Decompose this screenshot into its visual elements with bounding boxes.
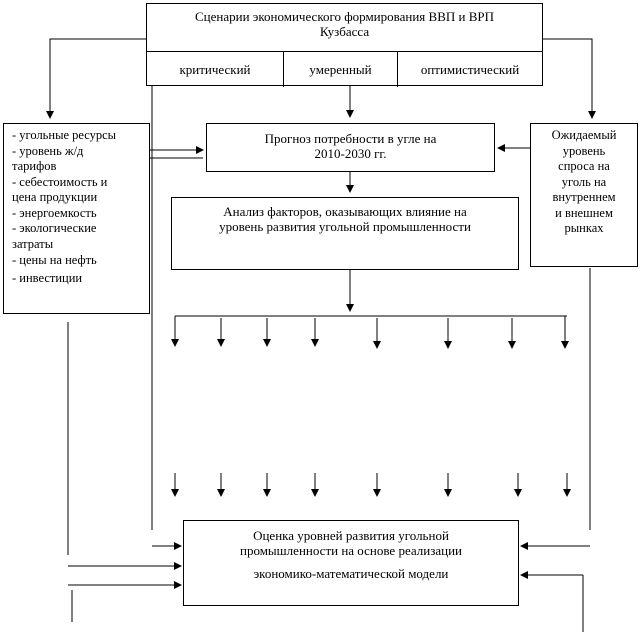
scenario-option-critical: критический [147,52,284,87]
evaluation-box: Оценка уровней развития угольной промышленности на основе реализации экономико-математической модели [183,520,519,606]
factor-item: - экологические [12,221,97,235]
factor-item: - инвестиции [12,270,83,285]
arrow-scenarios-to-factors [50,39,146,118]
scenario-options-row [147,51,542,87]
factor-item: - себестоимость и [12,174,108,189]
factors-box [3,123,150,314]
factor-item: - цены на нефть [12,253,97,267]
forecast-box: Прогноз потребности в угле на 2010-2030 гг. [206,123,495,172]
scenario-option-moderate: умеренный [284,52,398,87]
demand-box: Ожидаемый уровень спроса на уголь на внутреннем и внешнем рынках [530,123,638,267]
scenarios-box [146,3,543,86]
factor-item: тарифов [12,159,57,173]
analysis-box: Анализ факторов, оказывающих влияние на уровень развития угольной промышленности [171,197,519,270]
scenario-option-optimistic: оптимистический [420,61,520,77]
factor-item: - энергоемкость [12,205,97,220]
scenarios-title: Сценарии экономического формирования ВВП и ВРП Кузбасса [195,9,494,39]
factor-item: - угольные ресурсы [12,128,117,142]
factor-item: затраты [12,236,54,251]
arrow-scenarios-to-demand [543,39,592,118]
factor-item: - уровень ж/д [12,143,84,158]
factor-item: цена продукции [12,190,98,204]
